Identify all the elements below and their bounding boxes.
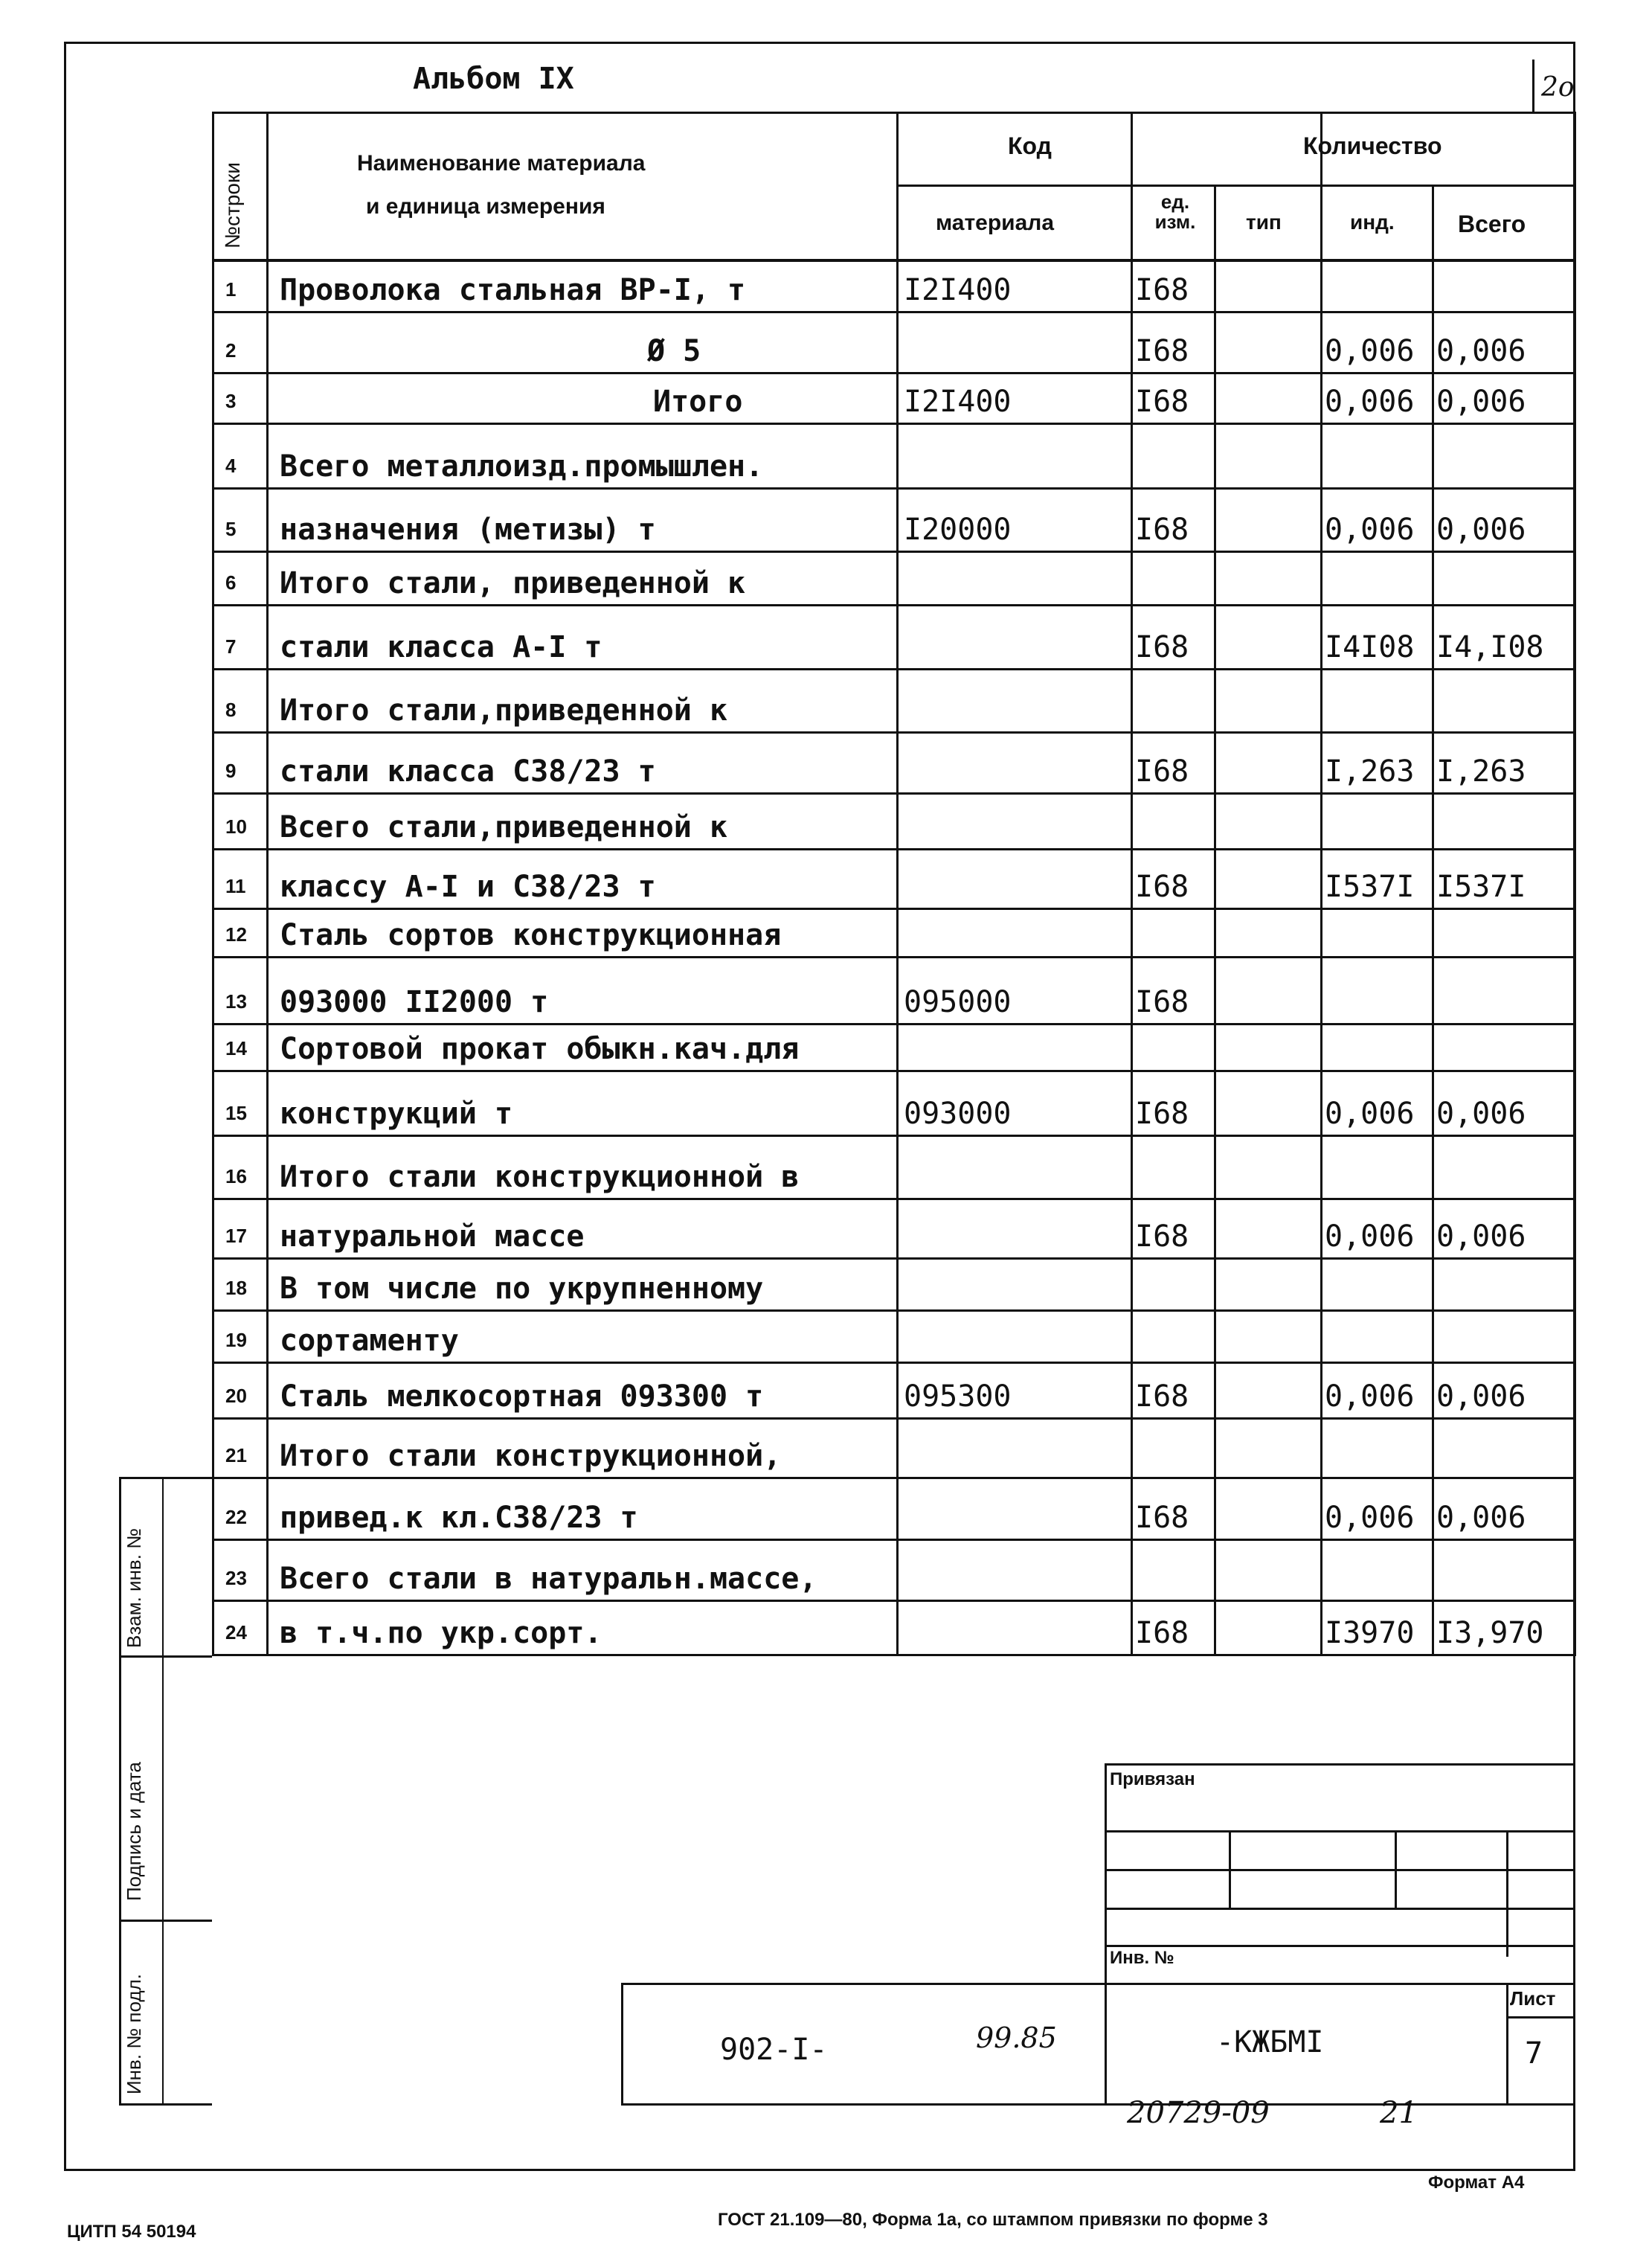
header-qty-group: Количество: [1303, 132, 1442, 159]
row-ind: 0,006: [1325, 1097, 1415, 1131]
row-number: 15: [225, 1102, 247, 1124]
row-line: [212, 1600, 1574, 1602]
list-box-left: [1506, 1983, 1508, 2106]
row-unit: I68: [1135, 334, 1189, 368]
row-name: Итого стали конструкционной в: [280, 1160, 800, 1194]
page-number: 2о: [1541, 72, 1575, 103]
footer-right: ГОСТ 21.109—80, Форма 1а, со штампом привязки по форме 3: [718, 2210, 1268, 2230]
row-name: Всего стали,приведенной к: [280, 810, 728, 844]
row-total: 0,006: [1436, 1097, 1526, 1131]
row-line: [212, 1070, 1574, 1072]
table-vline: [1131, 112, 1133, 1656]
album-title: Альбом IX: [413, 62, 574, 96]
row-name: Ø 5: [647, 334, 701, 368]
row-unit: I68: [1135, 513, 1189, 547]
row-name: стали класса А-I т: [280, 630, 602, 664]
row-line: [212, 1023, 1574, 1025]
row-total: I537I: [1436, 870, 1526, 904]
row-unit: I68: [1135, 985, 1189, 1019]
row-unit: I68: [1135, 630, 1189, 664]
row-line: [212, 604, 1574, 606]
stamp-privyazan: Привязан: [1110, 1769, 1195, 1789]
list-box-mid: [1506, 2016, 1573, 2019]
handwritten-note-1: 20729-09: [1127, 2096, 1270, 2130]
row-line: [212, 792, 1574, 795]
row-name: в т.ч.по укр.сорт.: [280, 1616, 602, 1650]
row-ind: 0,006: [1325, 1219, 1415, 1254]
doc-code-1: 902-I-: [720, 2033, 828, 2067]
title-block-top: [621, 1983, 1573, 1985]
row-name: Итого: [653, 385, 743, 419]
row-number: 16: [225, 1165, 247, 1187]
row-number: 24: [225, 1621, 247, 1644]
row-unit: I68: [1135, 754, 1189, 789]
row-number: 11: [225, 875, 246, 897]
row-ind: 0,006: [1325, 513, 1415, 547]
doc-code-3: -КЖБМI: [1216, 2025, 1324, 2059]
side-label-vzam: Взам. инв. №: [123, 1527, 145, 1648]
header-bottom-line: [212, 259, 1574, 262]
row-name: Итого стали конструкционной,: [280, 1439, 782, 1473]
side-divider: [119, 1920, 212, 1922]
header-name-line2: и единица измерения: [366, 194, 605, 219]
row-line: [212, 551, 1574, 553]
header-code-material: материала: [936, 211, 1055, 235]
row-name: Всего металлоизд.промышлен.: [280, 449, 764, 484]
row-total: I3,970: [1436, 1616, 1544, 1650]
stamp-vline: [1229, 1830, 1231, 1909]
row-number: 6: [225, 571, 237, 594]
row-line: [212, 1362, 1574, 1364]
row-line: [212, 372, 1574, 374]
title-block-left: [621, 1983, 623, 2106]
row-ind: 0,006: [1325, 1379, 1415, 1414]
stamp-list-label: Лист: [1510, 1987, 1556, 2010]
header-code-group: Код: [1008, 132, 1052, 159]
table-vline: [1574, 112, 1576, 1656]
table-bottom-border: [212, 1654, 1574, 1656]
row-name: стали класса С38/23 т: [280, 754, 656, 789]
row-code: I2I400: [904, 273, 1012, 307]
row-total: 0,006: [1436, 1219, 1526, 1254]
row-name: конструкций т: [280, 1097, 513, 1131]
row-total: 0,006: [1436, 385, 1526, 419]
row-code: 095300: [904, 1379, 1012, 1414]
header-qty-type: тип: [1246, 211, 1282, 234]
side-divider: [119, 1655, 212, 1658]
row-unit: I68: [1135, 385, 1189, 419]
row-unit: I68: [1135, 1219, 1189, 1254]
header-name-line1: Наименование материала: [357, 151, 646, 176]
stamp-vline: [1395, 1830, 1397, 1909]
row-name: Всего стали в натуральн.массе,: [280, 1562, 817, 1596]
row-number: 18: [225, 1277, 247, 1299]
format-label: Формат А4: [1428, 2173, 1525, 2193]
row-ind: I537I: [1325, 870, 1415, 904]
header-code-unit: ед. изм.: [1154, 190, 1196, 234]
row-number: 13: [225, 990, 247, 1013]
stamp-vline: [1506, 1830, 1508, 1957]
row-total: I,263: [1436, 754, 1526, 789]
row-name: натуральной массе: [280, 1219, 585, 1254]
row-ind: 0,006: [1325, 1501, 1415, 1535]
row-code: 095000: [904, 985, 1012, 1019]
row-name: Сталь мелкосортная 093300 т: [280, 1379, 764, 1414]
side-left-border: [119, 1477, 121, 2106]
stamp-box-top: [1105, 1763, 1573, 1766]
row-ind: 0,006: [1325, 334, 1415, 368]
row-number: 22: [225, 1506, 247, 1528]
table-vline: [1432, 185, 1434, 1656]
row-ind: I4I08: [1325, 630, 1415, 664]
row-number: 21: [225, 1444, 247, 1466]
stamp-hline: [1105, 1830, 1573, 1832]
row-number: 23: [225, 1567, 247, 1589]
row-name: 093000 II2000 т: [280, 985, 549, 1019]
row-total: 0,006: [1436, 1379, 1526, 1414]
row-line: [212, 731, 1574, 734]
row-unit: I68: [1135, 1616, 1189, 1650]
table-vline: [1214, 185, 1216, 1656]
row-line: [212, 1135, 1574, 1137]
row-number: 14: [225, 1037, 247, 1059]
row-line: [212, 487, 1574, 490]
row-name: Проволока стальная ВР-I, т: [280, 273, 746, 307]
row-line: [212, 1257, 1574, 1260]
row-line: [212, 908, 1574, 910]
table-top-border: [212, 112, 1574, 114]
row-number: 1: [225, 278, 237, 301]
stamp-hline: [1105, 1869, 1573, 1871]
row-name: Итого стали, приведенной к: [280, 566, 746, 600]
row-name: В том числе по укрупненному: [280, 1272, 764, 1306]
doc-code-2: 99.85: [976, 2021, 1057, 2054]
header-row-number: №строки: [221, 162, 244, 248]
header-qty-total: Всего: [1458, 211, 1526, 237]
row-name: привед.к кл.С38/23 т: [280, 1501, 638, 1535]
stamp-list-value: 7: [1525, 2036, 1543, 2071]
stamp-hline: [1105, 1908, 1573, 1910]
row-name: классу А-I и С38/23 т: [280, 870, 656, 904]
row-number: 4: [225, 455, 237, 477]
row-number: 9: [225, 760, 237, 782]
row-line: [212, 1198, 1574, 1200]
row-line: [212, 423, 1574, 425]
row-line: [212, 848, 1574, 850]
side-bottom: [119, 2103, 212, 2106]
row-line: [212, 1309, 1574, 1312]
row-number: 17: [225, 1225, 247, 1247]
row-number: 2: [225, 339, 237, 362]
row-number: 3: [225, 390, 237, 412]
row-ind: I3970: [1325, 1616, 1415, 1650]
row-unit: I68: [1135, 273, 1189, 307]
side-divider: [119, 1477, 212, 1479]
row-name: Итого стали,приведенной к: [280, 693, 728, 728]
stamp-inv-no: Инв. №: [1110, 1948, 1174, 1968]
title-block-bottom: [621, 2103, 1573, 2106]
row-name: назначения (метизы) т: [280, 513, 656, 547]
row-unit: I68: [1135, 1379, 1189, 1414]
row-line: [212, 1477, 1574, 1479]
table-vline: [266, 112, 269, 1656]
row-number: 8: [225, 699, 237, 721]
row-line: [212, 1417, 1574, 1420]
row-ind: I,263: [1325, 754, 1415, 789]
row-number: 10: [225, 815, 247, 838]
table-vline: [896, 112, 899, 1656]
row-number: 7: [225, 635, 237, 658]
side-label-inv-podl: Инв. № подл.: [123, 1974, 145, 2094]
table-vline: [212, 112, 214, 1656]
header-mid-line: [896, 185, 1574, 187]
row-total: 0,006: [1436, 334, 1526, 368]
side-label-podpis: Подпись и дата: [123, 1761, 145, 1901]
row-line: [212, 1539, 1574, 1541]
row-total: 0,006: [1436, 1501, 1526, 1535]
stamp-box-left: [1105, 1763, 1107, 2106]
row-code: 093000: [904, 1097, 1012, 1131]
row-name: Сталь сортов конструкционная: [280, 918, 782, 952]
row-total: 0,006: [1436, 513, 1526, 547]
row-code: I20000: [904, 513, 1012, 547]
row-line: [212, 668, 1574, 670]
row-name: сортаменту: [280, 1324, 459, 1358]
row-unit: I68: [1135, 1501, 1189, 1535]
row-number: 12: [225, 923, 247, 946]
footer-left: ЦИТП 54 50194: [67, 2222, 196, 2242]
stamp-hline: [1105, 1945, 1573, 1947]
row-total: I4,I08: [1436, 630, 1544, 664]
row-line: [212, 311, 1574, 313]
table-vline: [1320, 112, 1322, 1656]
handwritten-note-2: 21: [1380, 2096, 1418, 2130]
row-unit: I68: [1135, 1097, 1189, 1131]
row-number: 5: [225, 518, 237, 540]
row-ind: 0,006: [1325, 385, 1415, 419]
row-unit: I68: [1135, 870, 1189, 904]
row-number: 20: [225, 1385, 247, 1407]
side-inner-line: [162, 1477, 164, 2106]
row-number: 19: [225, 1329, 247, 1351]
row-code: I2I400: [904, 385, 1012, 419]
row-line: [212, 956, 1574, 958]
row-name: Сортовой прокат обыкн.кач.для: [280, 1032, 800, 1066]
header-qty-ind: инд.: [1350, 211, 1395, 234]
